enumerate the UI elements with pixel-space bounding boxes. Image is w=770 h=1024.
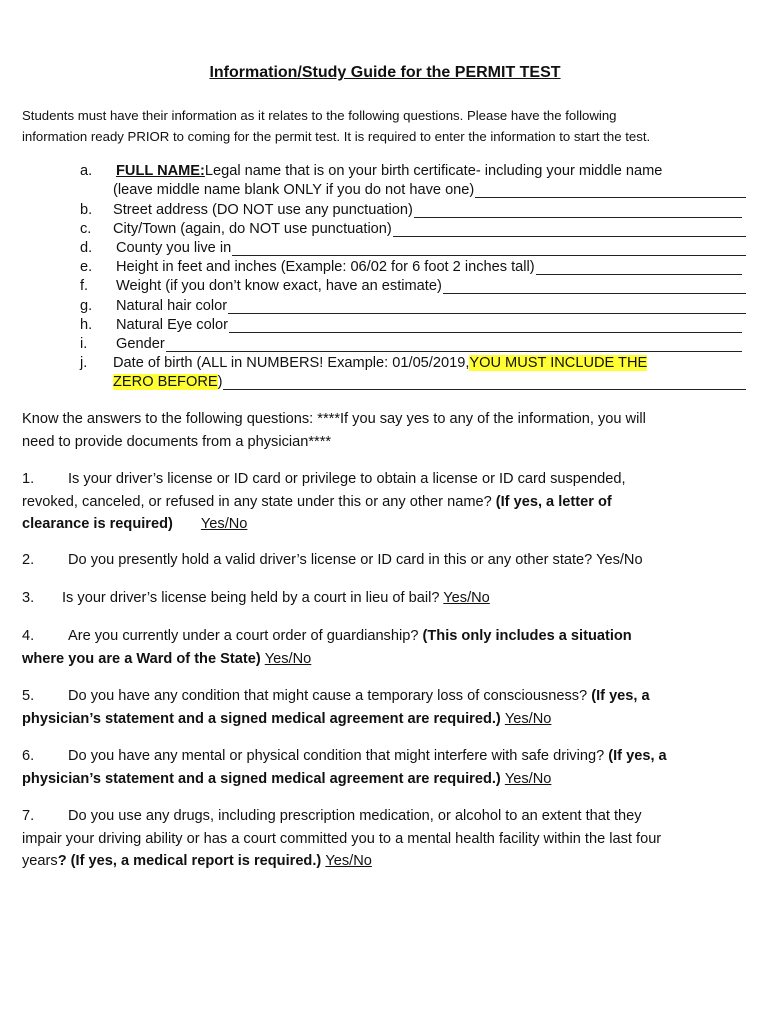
dob-highlight: ZERO BEFORE	[113, 374, 218, 390]
field-letter: c.	[80, 221, 92, 237]
question-6	[22, 745, 757, 790]
question-text: impair your driving ability or has a court committed you to a mental health facility within the last four	[22, 830, 662, 847]
field-hair-color	[0, 298, 770, 317]
know-line: need to provide documents from a physician****	[22, 433, 332, 450]
question-3	[22, 587, 757, 610]
field-text: (leave middle name blank ONLY if you do not have one)	[113, 182, 475, 198]
field-city-town	[0, 221, 770, 240]
field-text: Gender	[116, 336, 165, 352]
field-full-name	[0, 163, 770, 182]
question-text: Do you presently hold a valid driver’s license or ID card in this or any other state? Yes/No	[68, 552, 643, 568]
field-street-address	[0, 202, 770, 221]
full-name-label: FULL NAME:	[116, 163, 205, 179]
field-text: Date of birth (ALL in NUMBERS! Example: 01/05/2019,	[113, 355, 470, 371]
question-number: 5.	[22, 688, 35, 704]
know-answers-paragraph	[22, 408, 752, 453]
eye-color-blank[interactable]	[229, 318, 742, 333]
field-text: Natural hair color	[116, 298, 228, 314]
field-letter: d.	[80, 240, 93, 256]
question-number: 6.	[22, 748, 35, 764]
field-text: Height in feet and inches (Example: 06/02 for 6 foot 2 inches tall)	[116, 259, 535, 275]
county-blank[interactable]	[232, 241, 746, 256]
field-text: County you live in	[116, 240, 232, 256]
field-letter: j.	[80, 355, 88, 371]
question-5	[22, 685, 757, 730]
field-height	[0, 259, 770, 278]
field-county	[0, 240, 770, 259]
question-1	[22, 468, 757, 536]
field-letter: f.	[80, 278, 89, 294]
question-note: ? (If yes, a medical report is required.)	[57, 853, 326, 869]
gender-blank[interactable]	[166, 337, 742, 352]
field-text: Natural Eye color	[116, 317, 228, 333]
city-town-blank[interactable]	[393, 222, 746, 237]
question-note: where you are a Ward of the State)	[22, 650, 265, 667]
weight-blank[interactable]	[443, 279, 746, 294]
question-note: physician’s statement and a signed medical agreement are required.)	[22, 770, 505, 787]
question-note: physician’s statement and a signed medical agreement are required.)	[22, 710, 505, 727]
question-7	[22, 805, 757, 873]
question-text: Is your driver’s license being held by a court in lieu of bail?	[62, 590, 444, 606]
intro-line: information ready PRIOR to coming for the permit test. It is required to enter the information to start the test.	[22, 129, 651, 144]
question-text: years	[22, 853, 58, 869]
full-name-blank[interactable]	[475, 183, 746, 198]
hair-color-blank[interactable]	[228, 299, 746, 314]
question-text: Is your driver’s license or ID card or privilege to obtain a license or ID card suspended,	[68, 471, 626, 487]
height-blank[interactable]	[536, 260, 742, 275]
field-weight	[0, 278, 770, 297]
field-full-name-cont	[0, 182, 770, 201]
field-letter: a.	[80, 163, 93, 179]
intro-line: Students must have their information as it relates to the following questions. Please have the following	[22, 108, 617, 123]
question-text: Do you have any mental or physical condition that might interfere with safe driving?	[68, 748, 609, 764]
field-text: City/Town (again, do NOT use punctuation)	[113, 221, 392, 237]
question-note: (If yes, a letter of	[495, 493, 612, 510]
know-line: Know the answers to the following questions: ****If you say yes to any of the information, you will	[22, 411, 646, 427]
question-number: 2.	[22, 552, 35, 568]
field-eye-color	[0, 317, 770, 336]
field-gender	[0, 336, 770, 355]
page-title: Information/Study Guide for the PERMIT TEST	[209, 64, 561, 81]
yes-no-answer[interactable]: Yes/No	[325, 853, 372, 869]
yes-no-answer[interactable]: Yes/No	[200, 516, 248, 532]
field-text: Street address (DO NOT use any punctuation)	[113, 202, 413, 218]
yes-no-answer[interactable]: Yes/No	[504, 770, 552, 787]
question-text: revoked, canceled, or refused in any state under this or any other name?	[22, 493, 496, 510]
yes-no-answer[interactable]: Yes/No	[443, 590, 490, 606]
question-note: (If yes, a	[591, 688, 650, 704]
street-address-blank[interactable]	[414, 203, 742, 218]
field-date-of-birth	[0, 355, 770, 374]
question-text: Do you have any condition that might cause a temporary loss of consciousness?	[68, 688, 592, 704]
question-text: Are you currently under a court order of guardianship?	[68, 628, 423, 644]
field-letter: b.	[80, 202, 93, 218]
question-text: Do you use any drugs, including prescription medication, or alcohol to an extent that they	[68, 808, 642, 824]
field-letter: g.	[80, 298, 93, 314]
field-text: Weight (if you don’t know exact, have an estimate)	[116, 278, 442, 294]
question-number: 3.	[22, 590, 35, 606]
field-letter: h.	[80, 317, 93, 333]
field-letter: i.	[80, 336, 88, 352]
yes-no-answer[interactable]: Yes/No	[504, 710, 552, 727]
question-note: (If yes, a	[608, 748, 667, 764]
question-number: 1.	[22, 471, 35, 487]
question-4	[22, 625, 757, 670]
field-text: )	[217, 374, 223, 390]
question-note: clearance is required)	[22, 516, 173, 532]
question-number: 7.	[22, 808, 35, 824]
question-note: (This only includes a situation	[422, 628, 632, 644]
field-date-of-birth-cont	[0, 374, 770, 393]
dob-highlight: YOU MUST INCLUDE THE	[469, 355, 648, 371]
field-letter: e.	[80, 259, 93, 275]
question-number: 4.	[22, 628, 35, 644]
yes-no-answer[interactable]: Yes/No	[264, 650, 312, 667]
intro-paragraph	[22, 105, 752, 147]
field-text: Legal name that is on your birth certificate- including your middle name	[204, 163, 663, 179]
question-2	[22, 549, 757, 572]
date-of-birth-blank[interactable]	[223, 375, 746, 390]
